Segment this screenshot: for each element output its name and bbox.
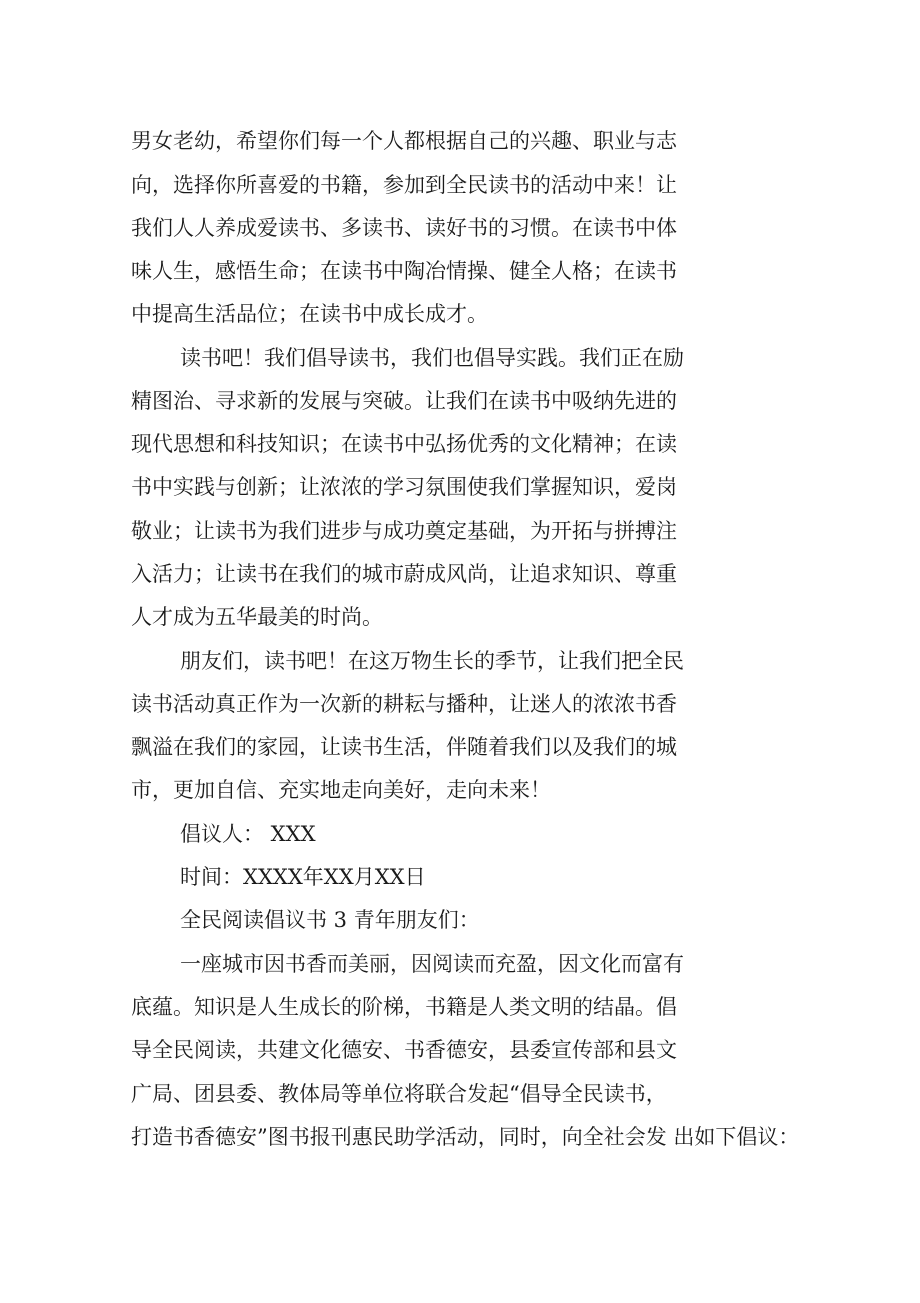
date-line: 时间：XXXX年XX月XX日 [180,865,426,889]
text-line: 精图治、寻求新的发展与突破。让我们在读书中吸纳先进的 [131,389,677,413]
proposer-line: 倡议人： XXX [180,822,316,846]
text-line: 导全民阅读，共建文化德安、书香德安，县委宣传部和县文 [131,1038,677,1062]
paragraph-start: 一座城市因书香而美丽，因阅读而充盈，因文化而富有 [180,952,684,976]
text-line: 向，选择你所喜爱的书籍，参加到全民读书的活动中来！让 [131,173,677,197]
text-line: 人才成为五华最美的时尚。 [131,605,383,629]
paragraph-start: 读书吧！我们倡导读书，我们也倡导实践。我们正在励 [180,346,684,370]
text-line: 书中实践与创新；让浓浓的学习氛围使我们掌握知识，爱岗 [131,475,677,499]
text-line: 市，更加自信、充实地走向美好，走向未来！ [131,778,551,802]
text-line: 入活力；让读书在我们的城市蔚成风尚，让追求知识、尊重 [131,562,677,586]
text-line: 打造书香德安”图书报刊惠民助学活动，同时，向全社会发 出如下倡议： [131,1125,800,1149]
text-line: 底蕴。知识是人生成长的阶梯，书籍是人类文明的结晶。倡 [131,995,677,1019]
text-line: 男女老幼，希望你们每一个人都根据自己的兴趣、职业与志 [131,129,677,153]
section-heading: 全民阅读倡议书 3 青年朋友们： [180,908,480,932]
text-line: 飘溢在我们的家园，让读书生活，伴随着我们以及我们的城 [131,735,677,759]
text-line: 中提高生活品位；在读书中成长成才。 [131,302,488,326]
paragraph-start: 朋友们，读书吧！在这万物生长的季节，让我们把全民 [180,649,684,673]
text-line: 我们人人养成爱读书、多读书、读好书的习惯。在读书中体 [131,216,677,240]
text-line: 味人生，感悟生命；在读书中陶冶情操、健全人格；在读书 [131,259,677,283]
text-line: 敬业；让读书为我们进步与成功奠定基础，为开拓与拼搏注 [131,519,677,543]
text-line: 现代思想和科技知识；在读书中弘扬优秀的文化精神；在读 [131,432,677,456]
text-line: 读书活动真正作为一次新的耕耘与播种，让迷人的浓浓书香 [131,692,677,716]
text-line: 广局、团县委、教体局等单位将联合发起“倡导全民读书， [131,1082,667,1106]
